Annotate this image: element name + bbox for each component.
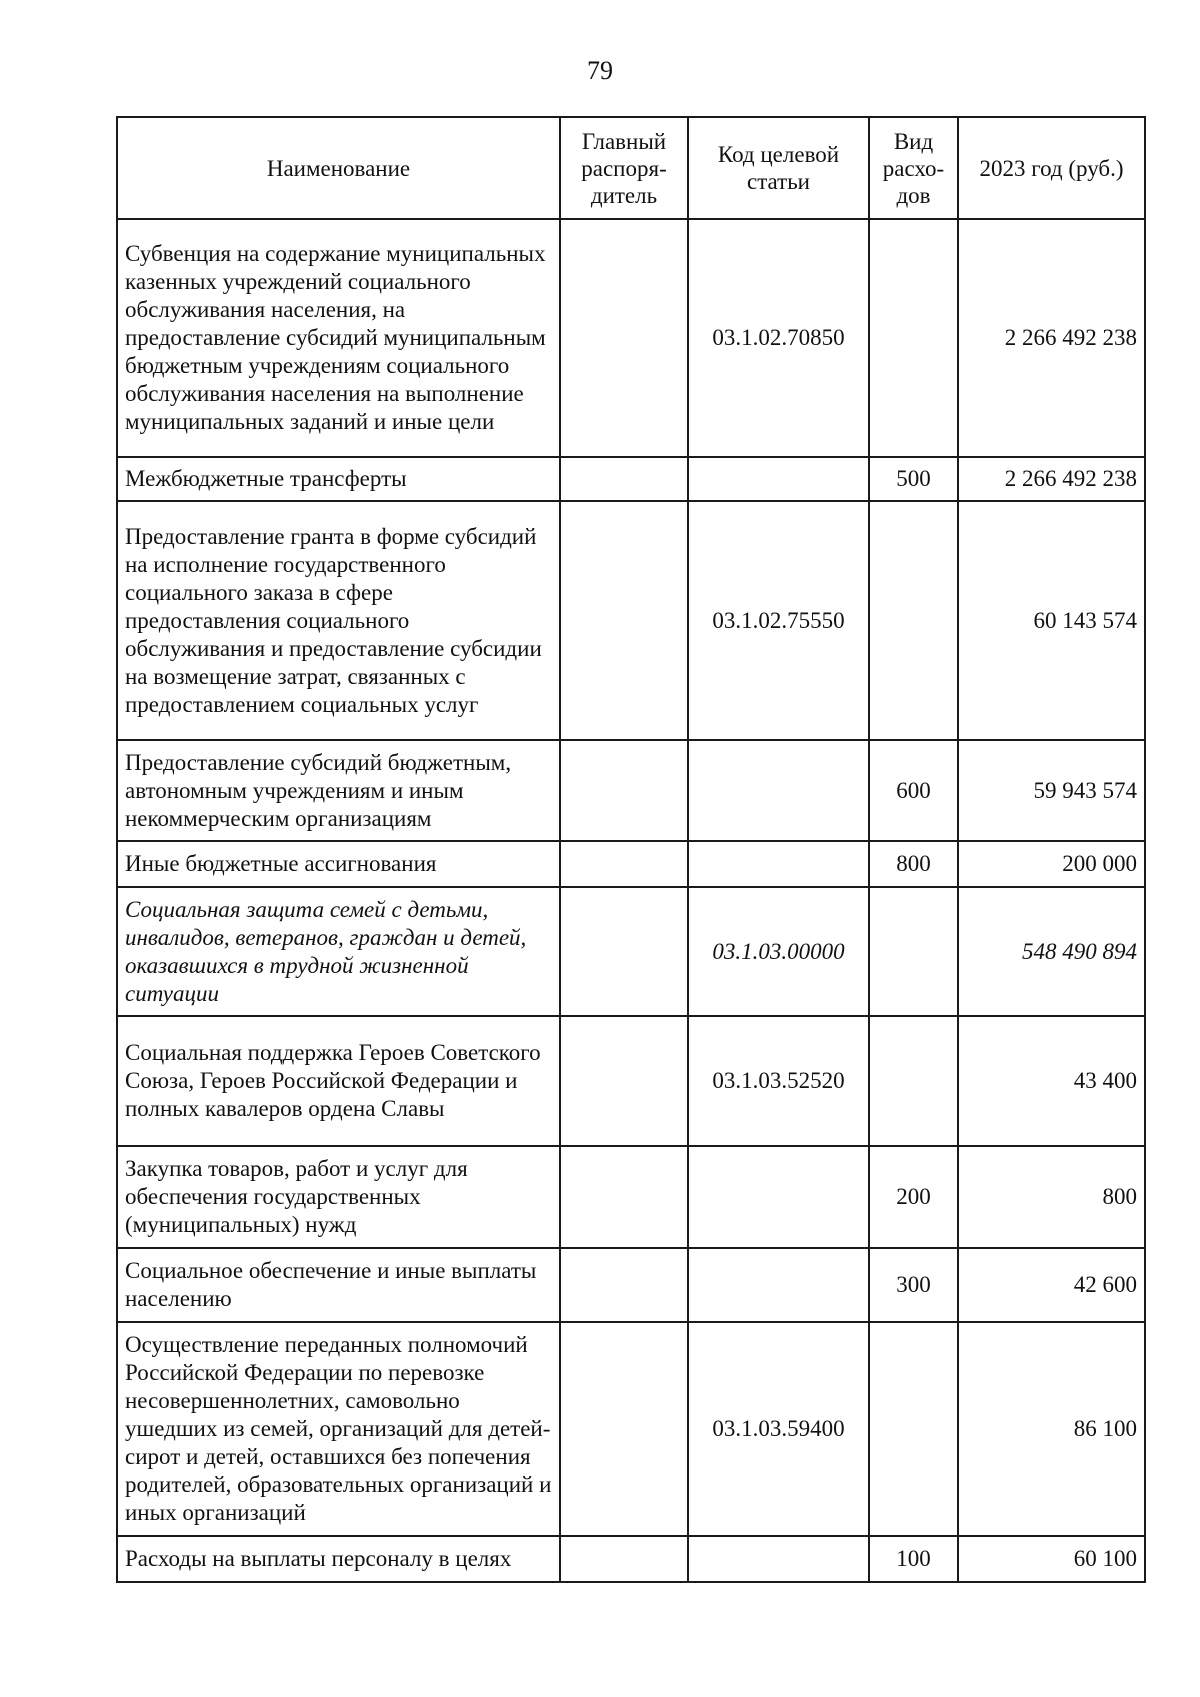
row-amount: 548 490 894	[958, 887, 1145, 1016]
table-row	[117, 457, 1145, 501]
header-code: Код целевой статьи	[688, 117, 869, 219]
row-manager	[560, 1248, 688, 1322]
header-name: Наименование	[117, 117, 560, 219]
row-name: Субвенция на содержание муниципальных казенных учреждений социального обслуживания населения, на предоставление субсидий муниципальным бюджетным учреждениям социального обслуживания населения на выполнение муниципальных заданий и иные цели	[117, 219, 560, 457]
row-type: 200	[869, 1146, 958, 1248]
row-manager	[560, 740, 688, 841]
row-code: 03.1.02.75550	[688, 501, 869, 740]
table-row	[117, 219, 1145, 457]
row-type	[869, 1322, 958, 1536]
row-type: 300	[869, 1248, 958, 1322]
row-code: 03.1.02.70850	[688, 219, 869, 457]
row-type: 800	[869, 841, 958, 887]
row-name: Предоставление субсидий бюджетным, автономным учреждениям и иным некоммерческим организациям	[117, 740, 560, 841]
row-type	[869, 501, 958, 740]
row-code	[688, 841, 869, 887]
table-row	[117, 740, 1145, 841]
row-manager	[560, 1322, 688, 1536]
row-manager	[560, 887, 688, 1016]
row-amount: 60 100	[958, 1536, 1145, 1582]
row-manager	[560, 841, 688, 887]
row-manager	[560, 457, 688, 501]
row-amount: 60 143 574	[958, 501, 1145, 740]
row-name: Предоставление гранта в форме субсидий на исполнение государственного социального заказа в сфере предоставления социального обслуживания и предоставление субсидии на возмещение затрат, связанных с предоставлением социальных услуг	[117, 501, 560, 740]
page-number: 79	[587, 56, 613, 85]
row-name: Социальная защита семей с детьми, инвалидов, ветеранов, граждан и детей, оказавшихся в трудной жизненной ситуации	[117, 887, 560, 1016]
row-type: 600	[869, 740, 958, 841]
row-manager	[560, 219, 688, 457]
row-type: 500	[869, 457, 958, 501]
table-row	[117, 841, 1145, 887]
row-code: 03.1.03.52520	[688, 1016, 869, 1146]
row-code	[688, 1536, 869, 1582]
row-name: Осуществление переданных полномочий Российской Федерации по перевозке несовершеннолетних, самовольно ушедших из семей, организаций для детей-сирот и детей, оставшихся без попечения родителей, образовательных организаций и иных организаций	[117, 1322, 560, 1536]
row-manager	[560, 1146, 688, 1248]
table-row	[117, 887, 1145, 1016]
table-row	[117, 501, 1145, 740]
header-type: Вид расхо-дов	[869, 117, 958, 219]
row-type	[869, 1016, 958, 1146]
row-code: 03.1.03.59400	[688, 1322, 869, 1536]
row-code	[688, 1248, 869, 1322]
row-type: 100	[869, 1536, 958, 1582]
row-manager	[560, 1536, 688, 1582]
row-code	[688, 740, 869, 841]
row-name: Иные бюджетные ассигнования	[117, 841, 560, 887]
row-code	[688, 457, 869, 501]
row-amount: 59 943 574	[958, 740, 1145, 841]
budget-table	[116, 116, 1146, 1583]
row-type	[869, 887, 958, 1016]
row-type	[869, 219, 958, 457]
row-amount: 43 400	[958, 1016, 1145, 1146]
row-name: Закупка товаров, работ и услуг для обеспечения государственных (муниципальных) нужд	[117, 1146, 560, 1248]
row-name: Межбюджетные трансферты	[117, 457, 560, 501]
row-name: Социальное обеспечение и иные выплаты населению	[117, 1248, 560, 1322]
header-manager: Главный распоря-дитель	[560, 117, 688, 219]
row-amount: 2 266 492 238	[958, 219, 1145, 457]
header-amount: 2023 год (руб.)	[958, 117, 1145, 219]
row-manager	[560, 1016, 688, 1146]
row-manager	[560, 501, 688, 740]
table-row	[117, 1146, 1145, 1248]
row-amount: 2 266 492 238	[958, 457, 1145, 501]
row-name: Социальная поддержка Героев Советского Союза, Героев Российской Федерации и полных кавалеров ордена Славы	[117, 1016, 560, 1146]
row-amount: 800	[958, 1146, 1145, 1248]
table-row	[117, 1536, 1145, 1582]
table-row	[117, 1322, 1145, 1536]
row-amount: 42 600	[958, 1248, 1145, 1322]
table-row	[117, 1248, 1145, 1322]
table-row	[117, 1016, 1145, 1146]
header-row	[117, 117, 1145, 219]
row-code: 03.1.03.00000	[688, 887, 869, 1016]
row-code	[688, 1146, 869, 1248]
row-name: Расходы на выплаты персоналу в целях	[117, 1536, 560, 1582]
row-amount: 200 000	[958, 841, 1145, 887]
row-amount: 86 100	[958, 1322, 1145, 1536]
